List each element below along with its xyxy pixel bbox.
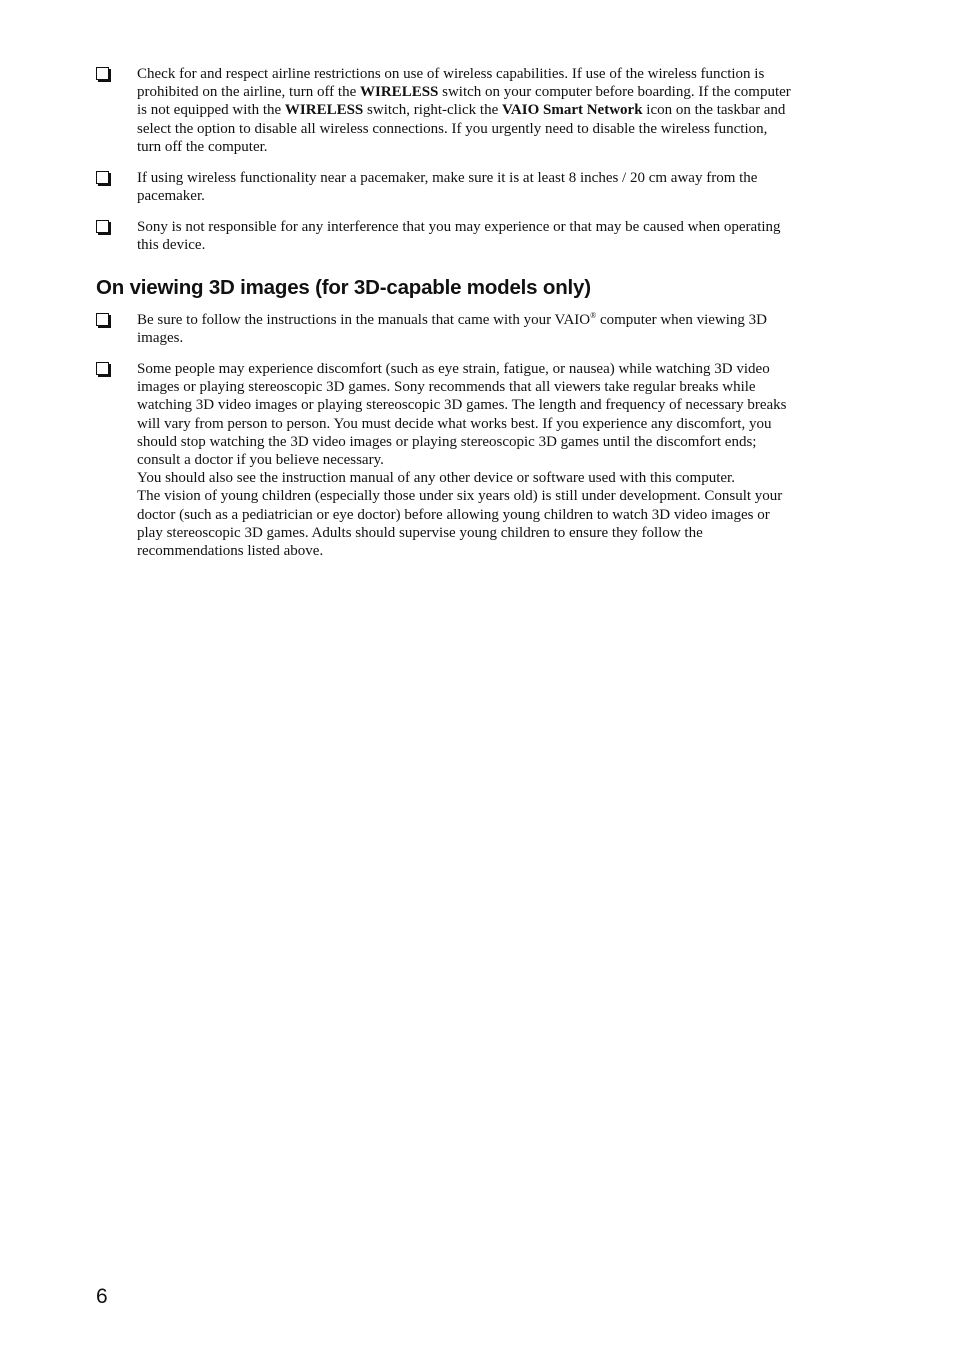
text-line: Some people may experience discomfort (such as eye strain, fatigue, or nausea) while watching 3D video [137,361,770,377]
bullet-text [137,65,827,156]
text-line: Sony is not responsible for any interference that you may experience or that may be caused when operating [137,219,781,235]
checkbox-bullet-icon [96,220,109,233]
text-line: Check for and respect airline restrictions on use of wireless capabilities. If use of the wireless function is [137,66,765,82]
text-line: this device. [137,237,206,254]
text-line: should stop watching the 3D video images or playing stereoscopic 3D games until the discomfort ends; [137,433,757,450]
section-heading: On viewing 3D images (for 3D-capable models only) [96,276,591,299]
text-line: select the option to disable all wireless connections. If you urgently need to disable the wireless function, [137,120,768,137]
checkbox-bullet-icon [96,362,109,375]
text-line: is not equipped with the WIRELESS switch, right-click the VAIO Smart Network icon on the taskbar and [137,102,786,119]
bold-term: WIRELESS [284,102,364,119]
text-line: prohibited on the airline, turn off the WIRELESS switch on your computer before boarding. If the computer [137,84,791,101]
bullet-text [137,218,827,254]
checkbox-bullet-icon [96,171,109,184]
text-line: images or playing stereoscopic 3D games. Sony recommends that all viewers take regular breaks while [137,379,756,396]
text-line: consult a doctor if you believe necessary. [137,452,384,469]
page-number: 6 [96,1285,108,1308]
bullet-text [137,311,827,347]
registered-mark: ® [590,311,597,320]
bullet-text [137,360,827,560]
bold-term: VAIO Smart Network [502,102,643,119]
text-line: turn off the computer. [137,138,268,155]
text-line: play stereoscopic 3D games. Adults should supervise young children to ensure they follow the [137,524,703,541]
bullet-text [137,169,827,205]
checkbox-bullet-icon [96,67,109,80]
text-line: Be sure to follow the instructions in the manuals that came with your VAIO® computer when viewing 3D [137,311,767,328]
checkbox-bullet-icon [96,313,109,326]
text-line: will vary from person to person. You must decide what works best. If you experience any discomfort, you [137,415,772,432]
bold-term: WIRELESS [360,84,439,101]
text-line: images. [137,330,184,347]
text-line: If using wireless functionality near a pacemaker, make sure it is at least 8 inches / 20 cm away from the [137,170,758,186]
text-line: pacemaker. [137,188,205,205]
text-line: recommendations listed above. [137,543,324,560]
text-line: watching 3D video images or playing stereoscopic 3D games. The length and frequency of necessary breaks [137,397,787,414]
text-line: doctor (such as a pediatrician or eye doctor) before allowing young children to watch 3D video images or [137,506,770,523]
text-line: You should also see the instruction manual of any other device or software used with this computer. [137,470,735,487]
text-line: The vision of young children (especially those under six years old) is still under development. Consult your [137,488,783,505]
